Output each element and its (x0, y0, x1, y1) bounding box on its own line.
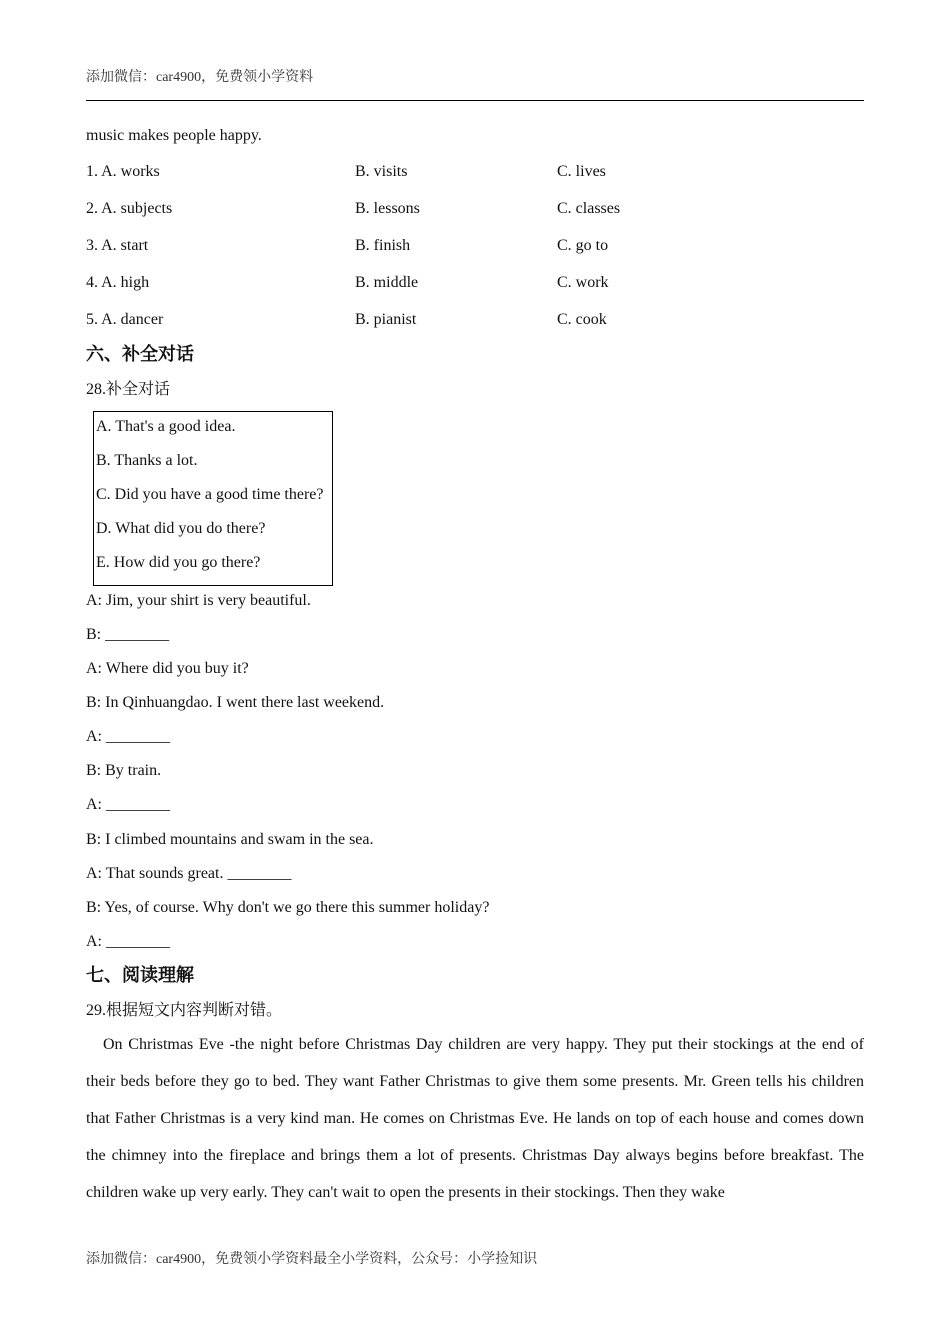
choice-a: A. That's a good idea. (96, 418, 236, 435)
footer-text: 添加微信：car4900，免费领小学资料最全小学资料，公众号：小学捡知识 (86, 1252, 538, 1267)
option-b: B. visits (355, 163, 408, 180)
dialogue-line: A: Where did you buy it? (86, 660, 249, 677)
dialogue-line: A: That sounds great. ________ (86, 865, 292, 882)
option-row-5 (86, 310, 864, 330)
section-7-title: 七、阅读理解 (86, 965, 194, 986)
choice-c: C. Did you have a good time there? (96, 486, 324, 503)
option-c: C. lives (557, 163, 606, 180)
dialogue-line: B: I climbed mountains and swam in the sea. (86, 831, 374, 848)
header-text: 添加微信：car4900，免费领小学资料 (86, 70, 314, 85)
dialogue-line: A: ________ (86, 728, 170, 745)
option-b: B. middle (355, 274, 419, 291)
option-row-2 (86, 199, 864, 219)
option-c: C. classes (557, 200, 621, 217)
choice-e: E. How did you go there? (96, 554, 261, 571)
option-row-3 (86, 236, 864, 256)
option-a: 5. A. dancer (86, 311, 164, 328)
dialogue-line: A: Jim, your shirt is very beautiful. (86, 592, 311, 609)
option-a: 1. A. works (86, 163, 160, 180)
header-divider (86, 100, 864, 101)
option-row-1 (86, 162, 864, 182)
question-29-label: 29.根据短文内容判断对错。 (86, 1002, 283, 1019)
choice-box (93, 411, 333, 586)
intro-tail-text: music makes people happy. (86, 127, 262, 144)
option-c: C. go to (557, 237, 609, 254)
question-28-label: 28.补全对话 (86, 381, 171, 398)
dialogue-line: B: In Qinhuangdao. I went there last weekend. (86, 694, 385, 711)
option-row-4 (86, 273, 864, 293)
option-a: 4. A. high (86, 274, 150, 291)
option-c: C. work (557, 274, 609, 291)
option-b: B. lessons (355, 200, 420, 217)
option-a: 3. A. start (86, 237, 149, 254)
option-b: B. finish (355, 237, 411, 254)
dialogue-line: B: ________ (86, 626, 170, 643)
reading-passage: On Christmas Eve -the night before Christmas Day children are very happy. They put their stockings at the end of their beds before they go to bed. They want Father Christmas to give them some presents. Mr. Green tells his children that Father Christmas is a very kind man. He comes on Christmas Eve. He lands on top of each house and comes down the chimney into the fireplace and brings them a lot of presents. Christmas Day always begins before breakfast. The children wake up very early. They can't wait to open the presents in their stockings. Then they wake (86, 1036, 864, 1201)
dialogue-line: B: By train. (86, 762, 162, 779)
choice-d: D. What did you do there? (96, 520, 266, 537)
option-b: B. pianist (355, 311, 417, 328)
choice-b: B. Thanks a lot. (96, 452, 198, 469)
dialogue-line: A: ________ (86, 796, 170, 813)
section-6-title: 六、补全对话 (86, 344, 194, 365)
option-c: C. cook (557, 311, 607, 328)
option-a: 2. A. subjects (86, 200, 173, 217)
dialogue-line: B: Yes, of course. Why don't we go there this summer holiday? (86, 899, 490, 916)
dialogue-line: A: ________ (86, 933, 170, 950)
